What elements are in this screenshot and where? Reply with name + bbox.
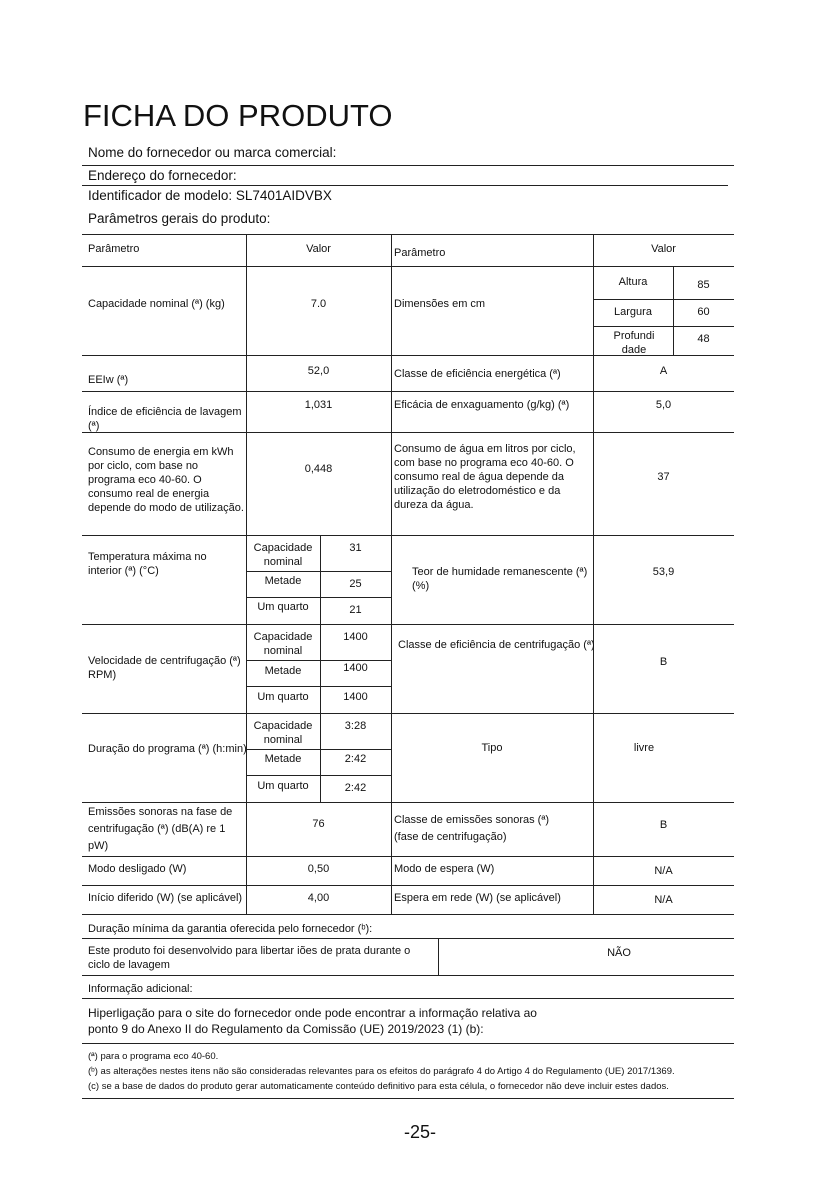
dur-sub-quarter: Um quarto [257, 780, 309, 792]
dur-full: 3:28 [344, 720, 367, 732]
standby-label: Modo de espera (W) [394, 863, 495, 875]
spin-class-label: Classe de eficiência de centrifugação (ª) [398, 639, 595, 651]
spin-sub-quarter: Um quarto [257, 691, 309, 703]
model-identifier: Identificador de modelo: SL7401AIDVBX [88, 188, 332, 203]
standby-value: N/A [654, 865, 673, 877]
width-value: 60 [697, 306, 710, 318]
capacity-label: Capacidade nominal (ª) (kg) [88, 298, 225, 310]
duration-label: Duração do programa (ª) (h:min) [88, 743, 247, 755]
footnote-b: (ᵇ) as alterações nestes itens não são consideradas relevantes para os efeitos do parágrafo 4 do Artigo 4 do Regulamento (UE) 2017/1369. [88, 1066, 675, 1077]
eei-label: EEIw (ª) [88, 374, 129, 386]
depth-value: 48 [697, 333, 710, 345]
water-consumption-label: Consumo de água em litros por ciclo, com base no programa eco 40-60. O consumo real de água depende da utilização do eletrodoméstico e da dureza da água. [394, 443, 576, 511]
energy-class-value: A [659, 365, 668, 377]
spin-sub-full: Capacidade nominal [253, 631, 313, 657]
footnote-a: (ª) para o programa eco 40-60. [88, 1051, 219, 1062]
temp-sub-full: Capacidade nominal [253, 542, 313, 568]
spin-class-value: B [659, 656, 668, 668]
dur-sub-half: Metade [264, 753, 302, 765]
dur-quarter: 2:42 [344, 782, 367, 794]
network-standby-value: N/A [654, 894, 673, 906]
header-parameter: Parâmetro [88, 243, 140, 255]
spin-full: 1400 [343, 631, 368, 643]
spin-quarter: 1400 [343, 691, 368, 703]
hyperlink-text: Hiperligação para o site do fornecedor onde pode encontrar a informação relativa ao ponto 9 do Anexo II do Regulamento da Comissão (UE) 2019/2023 (1) (b): [88, 1006, 537, 1036]
additional-info-label: Informação adicional: [88, 983, 193, 995]
wash-index-value: 1,031 [304, 399, 333, 411]
temp-quarter: 21 [349, 604, 362, 616]
dimensions-label: Dimensões em cm [394, 298, 486, 310]
rinse-value: 5,0 [655, 399, 672, 411]
delay-start-label: Início diferido (W) (se aplicável) [88, 892, 243, 904]
spin-label: Velocidade de centrifugação (ª) RPM) [88, 655, 241, 681]
general-params-heading: Parâmetros gerais do produto: [88, 211, 271, 226]
dur-half: 2:42 [344, 753, 367, 765]
rinse-label: Eficácia de enxaguamento (g/kg) (ª) [394, 399, 570, 411]
warranty-label: Duração mínima da garantia oferecida pelo fornecedor (ᵇ): [88, 923, 373, 935]
capacity-value: 7.0 [310, 298, 327, 310]
type-label: Tipo [481, 742, 503, 754]
off-mode-label: Modo desligado (W) [88, 863, 187, 875]
height-value: 85 [697, 279, 710, 291]
network-standby-label: Espera em rede (W) (se aplicável) [394, 892, 561, 904]
wash-index-label: Índice de eficiência de lavagem (ª) [88, 406, 242, 432]
supplier-address: Endereço do fornecedor: [88, 168, 237, 183]
dur-sub-full: Capacidade nominal [253, 720, 313, 746]
moisture-value: 53,9 [652, 566, 675, 578]
height-label: Altura [618, 276, 648, 288]
off-mode-value: 0,50 [307, 863, 330, 875]
eei-value: 52,0 [307, 365, 330, 377]
depth-label: Profundi dade [613, 330, 655, 356]
noise-label: Emissões sonoras na fase de centrifugação (ª) (dB(A) re 1 pW) [88, 806, 233, 852]
delay-start-value: 4,00 [307, 892, 330, 904]
energy-consumption-value: 0,448 [304, 463, 333, 475]
header-parameter-2: Parâmetro [394, 247, 446, 259]
header-value: Valor [306, 243, 331, 255]
silver-ions-label: Este produto foi desenvolvido para libertar iões de prata durante o ciclo de lavagem [88, 945, 411, 971]
supplier-name: Nome do fornecedor ou marca comercial: [88, 145, 337, 160]
type-value: livre [633, 742, 655, 754]
noise-value: 76 [312, 818, 325, 830]
water-consumption-value: 37 [657, 471, 670, 483]
energy-consumption-label: Consumo de energia em kWh por ciclo, com base no programa eco 40-60. O consumo real de energia depende do modo de utilização. [88, 446, 244, 514]
moisture-label: Teor de humidade remanescente (ª) (%) [412, 566, 588, 592]
header-value-2: Valor [651, 243, 676, 255]
temp-label: Temperatura máxima no interior (ª) (°C) [88, 551, 207, 577]
noise-class-label: Classe de emissões sonoras (ª) (fase de centrifugação) [394, 814, 550, 843]
page-title: FICHA DO PRODUTO [83, 98, 393, 133]
energy-class-label: Classe de eficiência energética (ª) [394, 368, 561, 380]
width-label: Largura [614, 306, 652, 318]
spin-sub-half: Metade [264, 665, 302, 677]
temp-sub-quarter: Um quarto [257, 601, 309, 613]
noise-class-value: B [659, 819, 668, 831]
spin-half: 1400 [343, 662, 368, 674]
page-number: -25- [403, 1122, 436, 1142]
silver-ions-value: NÃO [607, 947, 631, 959]
footnote-c: (c) se a base de dados do produto gerar automaticamente conteúdo definitivo para esta célula, o fornecedor não deve incluir estes dados. [88, 1081, 669, 1092]
temp-full: 31 [349, 542, 362, 554]
temp-sub-half: Metade [264, 575, 302, 587]
temp-half: 25 [349, 578, 362, 590]
